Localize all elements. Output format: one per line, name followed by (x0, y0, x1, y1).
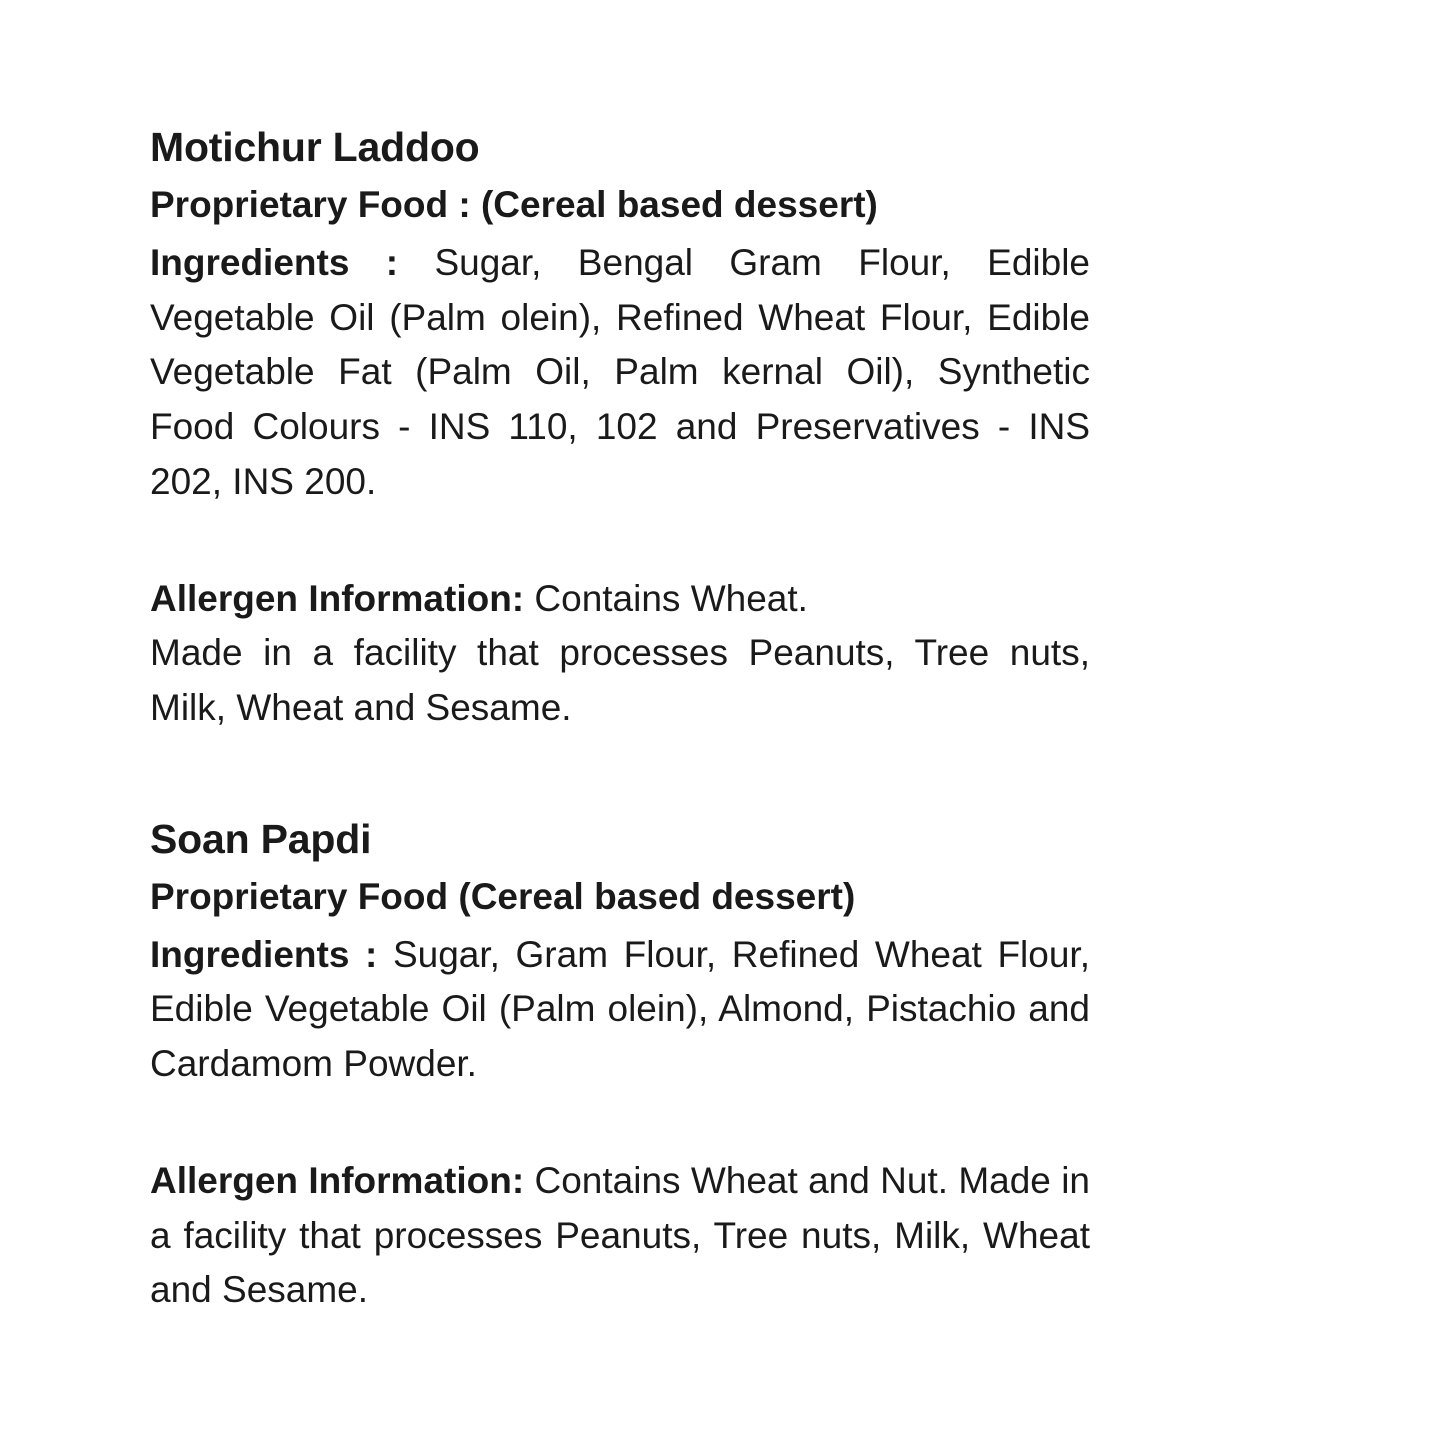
allergen-paragraph (150, 572, 1090, 627)
ingredients-label: Ingredients : (150, 241, 399, 283)
spacer (150, 510, 1090, 572)
product-category: Proprietary Food : (Cereal based dessert) (150, 184, 878, 226)
spacer (150, 736, 1295, 810)
product-title: Soan Papdi (150, 815, 372, 862)
product-title: Motichur Laddoo (150, 124, 480, 170)
product-category: Proprietary Food (Cereal based dessert) (150, 876, 856, 918)
ingredients-label: Ingredients : (150, 933, 378, 975)
product-section-soan-papdi (150, 810, 1090, 1318)
ingredients-text: Sugar, Gram Flour, Refined Wheat Flour, Edible Vegetable Oil (Palm olein), Almond, Pistachio and Cardamom Powder. (150, 933, 1090, 1085)
allergen-label: Allergen Information: (150, 577, 525, 619)
allergen-facility-note: Made in a facility that processes Peanuts, Tree nuts, Milk, Wheat and Sesame. (150, 632, 1090, 729)
ingredients-paragraph (150, 928, 1090, 1092)
ingredients-paragraph (150, 236, 1090, 510)
allergen-text: Contains Wheat. (524, 577, 808, 619)
allergen-paragraph (150, 1154, 1090, 1318)
product-section-motichur-laddoo (150, 118, 1090, 736)
ingredients-text: Sugar, Bengal Gram Flour, Edible Vegetable Oil (Palm olein), Refined Wheat Flour, Edible Vegetable Fat (Palm Oil, Palm kernal Oil), Synthetic Food Colours - INS 110, 102 and Preservatives - INS 202, INS 200. (150, 241, 1090, 502)
allergen-label: Allergen Information: (150, 1159, 525, 1201)
allergen-text: Contains Wheat and Nut. Made in a facility that processes Peanuts, Tree nuts, Milk, Wheat and Sesame. (150, 1159, 1090, 1311)
spacer (150, 1092, 1090, 1154)
